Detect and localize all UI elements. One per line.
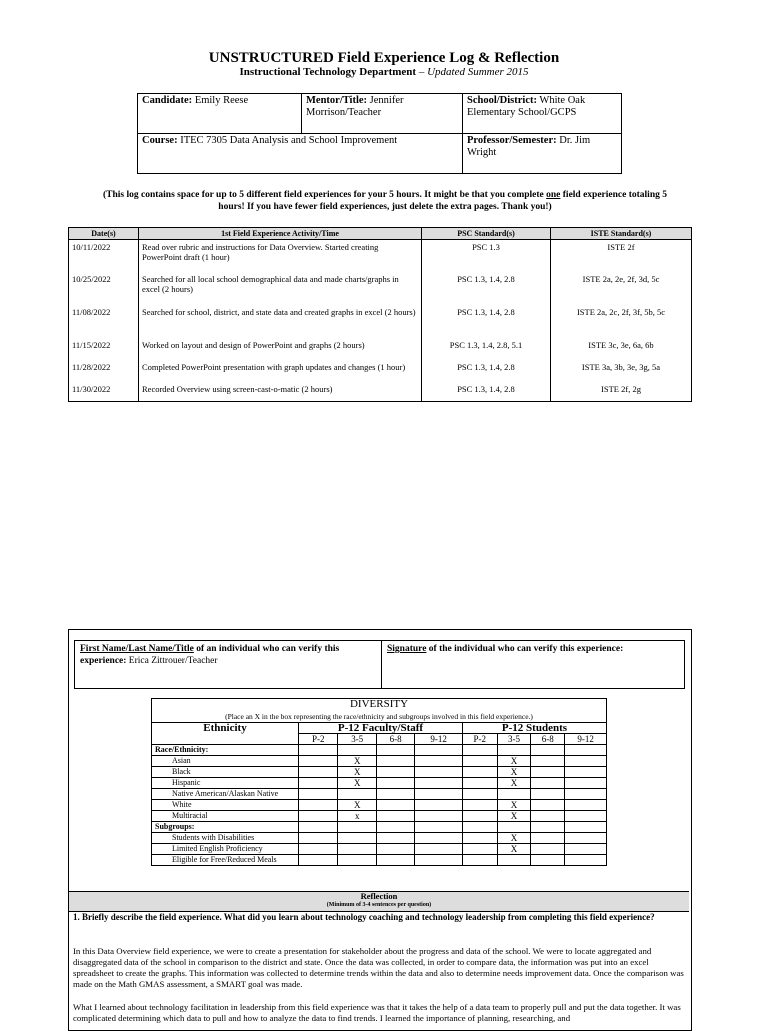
diversity-mark-cell[interactable] [376,811,414,822]
answer-paragraph-2: What I learned about technology facilitation in leadership from this field experience was that it takes the help of a data team to properly pull and put the data together. It was complicated determining which data to pull and how to analyze the data to find trends. I learned the importance of planning, researching, and [73,1002,681,1023]
diversity-row [152,789,607,800]
diversity-mark-cell[interactable] [531,833,565,844]
diversity-mark-cell[interactable] [299,844,338,855]
diversity-mark-cell[interactable] [338,844,376,855]
diversity-mark-cell[interactable] [565,855,607,866]
log-row [69,382,692,402]
grade-header: P-2 [462,734,497,745]
diversity-mark-cell[interactable] [376,756,414,767]
empty-cell [415,822,463,833]
log-activity: Read over rubric and instructions for Data Overview. Started creating PowerPoint draft (1 hour) [139,240,422,272]
students-header: P-12 Students [462,723,606,734]
empty-cell [497,745,531,756]
diversity-row [152,800,607,811]
log-date: 11/15/2022 [69,338,139,360]
log-row [69,272,692,305]
log-row [69,305,692,338]
empty-cell [299,745,338,756]
log-activity: Searched for school, district, and state data and created graphs in excel (2 hours) [139,305,422,338]
log-date: 10/11/2022 [69,240,139,272]
question-1: 1. Briefly describe the field experience. What did you learn about technology coaching and technology leadership from completing this field experience? [73,912,655,922]
diversity-mark-cell[interactable] [338,855,376,866]
diversity-row-label: Students with Disabilities [152,833,299,844]
log-row [69,240,692,272]
diversity-mark-cell[interactable] [415,756,463,767]
log-iste: ISTE 2f, 2g [551,382,692,402]
log-psc: PSC 1.3, 1.4, 2.8 [422,272,551,305]
diversity-row [152,756,607,767]
diversity-mark-cell[interactable] [462,767,497,778]
diversity-title: DIVERSITY [152,699,607,713]
diversity-mark-cell[interactable] [531,855,565,866]
col-activity: 1st Field Experience Activity/Time [139,228,422,240]
faculty-header: P-12 Faculty/Staff [299,723,463,734]
mentor-name: Jennifer Morrison/Teacher [306,95,404,118]
diversity-mark-cell[interactable] [565,778,607,789]
diversity-row [152,811,607,822]
diversity-mark-cell[interactable] [299,789,338,800]
diversity-table [151,698,607,866]
diversity-mark-cell[interactable]: X [497,767,531,778]
empty-cell [338,822,376,833]
mentor-cell: Mentor/Title: Jennifer Morrison/Teacher [302,94,463,134]
diversity-row-label: Limited English Proficiency [152,844,299,855]
diversity-mark-cell[interactable] [415,789,463,800]
empty-cell [338,745,376,756]
diversity-mark-cell[interactable] [531,756,565,767]
diversity-mark-cell[interactable] [462,778,497,789]
diversity-mark-cell[interactable] [299,800,338,811]
instructions-note: (This log contains space for up to 5 different field experiences for your 5 hours. It might be that you complete one field experience totaling 5 hours! If you have fewer field experiences, just delete the extra pages. Thank you!) [103,190,667,212]
diversity-mark-cell[interactable] [462,756,497,767]
diversity-mark-cell[interactable]: X [497,778,531,789]
log-psc: PSC 1.3, 1.4, 2.8 [422,382,551,402]
course-cell: Course: ITEC 7305 Data Analysis and School Improvement [138,134,463,174]
subtitle-dash: – [416,66,428,78]
diversity-instruction: (Place an X in the box representing the race/ethnicity and subgroups involved in this field experience.) [152,712,607,723]
diversity-row-label: Hispanic [152,778,299,789]
diversity-row-label: Native American/Alaskan Native [152,789,299,800]
field-experience-log-table [68,227,692,402]
log-psc: PSC 1.3, 1.4, 2.8, 5.1 [422,338,551,360]
diversity-row [152,767,607,778]
diversity-mark-cell[interactable]: X [338,778,376,789]
grade-header: P-2 [299,734,338,745]
department-name: Instructional Technology Department [239,66,417,78]
verification-table [74,640,685,689]
diversity-mark-cell[interactable] [299,778,338,789]
verifier-name-cell: First Name/Last Name/Title of an individual who can verify this experience: Erica Zittrouer/Teacher [75,641,382,689]
grade-header: 6-8 [376,734,414,745]
empty-cell [462,822,497,833]
diversity-row-label: Black [152,767,299,778]
empty-cell [415,745,463,756]
diversity-mark-cell[interactable]: X [497,833,531,844]
diversity-mark-cell[interactable] [299,811,338,822]
log-activity: Completed PowerPoint presentation with graph updates and changes (1 hour) [139,360,422,382]
diversity-mark-cell[interactable] [376,767,414,778]
diversity-mark-cell[interactable] [531,800,565,811]
diversity-mark-cell[interactable] [415,778,463,789]
diversity-mark-cell[interactable] [531,811,565,822]
log-psc: PSC 1.3, 1.4, 2.8 [422,305,551,338]
diversity-mark-cell[interactable] [531,778,565,789]
log-date: 11/08/2022 [69,305,139,338]
diversity-mark-cell[interactable] [299,855,338,866]
empty-cell [531,745,565,756]
empty-cell [376,822,414,833]
diversity-mark-cell[interactable] [565,767,607,778]
grade-header: 3-5 [338,734,376,745]
candidate-cell: Candidate: Emily Reese [138,94,302,134]
diversity-mark-cell[interactable] [462,855,497,866]
diversity-mark-cell[interactable]: X [497,756,531,767]
reflection-header [69,891,689,912]
log-activity: Worked on layout and design of PowerPoint and graphs (2 hours) [139,338,422,360]
diversity-mark-cell[interactable] [338,789,376,800]
log-iste: ISTE 2a, 2c, 2f, 3f, 5b, 5c [551,305,692,338]
diversity-row-label: Multiracial [152,811,299,822]
log-date: 10/25/2022 [69,272,139,305]
diversity-mark-cell[interactable] [531,844,565,855]
log-iste: ISTE 3c, 3e, 6a, 6b [551,338,692,360]
empty-cell [462,745,497,756]
col-psc: PSC Standard(s) [422,228,551,240]
empty-cell [299,822,338,833]
diversity-mark-cell[interactable]: X [338,756,376,767]
log-row [69,360,692,382]
empty-cell [376,745,414,756]
diversity-mark-cell[interactable] [462,800,497,811]
log-row [69,338,692,360]
reflection-minimum: (Minimum of 3-4 sentences per question) [326,902,432,908]
answer-paragraph-1: In this Data Overview field experience, we were to create a presentation for stakeholder about the progress and data of the school. We were to locate aggregated and disaggregated data of the school in comparison to the district and state. Once the data was collected, in order to compare data, the information was put into an excel spreadsheet to create the graphs. This information was collected to determine trends within the data and also to determine needs improvement data. Once the comparison was made on the Math GMAS assessment, a SMART goal was made. [73,946,684,989]
empty-cell [565,745,607,756]
log-psc: PSC 1.3, 1.4, 2.8 [422,360,551,382]
empty-cell [497,822,531,833]
diversity-row-label: White [152,800,299,811]
race-ethnicity-heading: Race/Ethnicity: [152,745,299,756]
diversity-mark-cell[interactable]: X [497,844,531,855]
professor-cell: Professor/Semester: Dr. Jim Wright [463,134,622,174]
diversity-mark-cell[interactable] [299,756,338,767]
diversity-mark-cell[interactable] [565,756,607,767]
log-activity: Searched for all local school demographical data and made charts/graphs in excel (2 hours) [139,272,422,305]
empty-cell [565,822,607,833]
candidate-name: Emily Reese [192,95,249,106]
diversity-mark-cell[interactable] [565,789,607,800]
diversity-mark-cell[interactable] [462,789,497,800]
signature-cell: Signature of the individual who can verify this experience: [382,641,685,689]
grade-header: 3-5 [497,734,531,745]
verifier-name: Erica Zittrouer/Teacher [126,656,218,666]
diversity-mark-cell[interactable] [565,833,607,844]
diversity-row [152,844,607,855]
document-title: UNSTRUCTURED Field Experience Log & Reflection [208,50,560,66]
log-iste: ISTE 2a, 2e, 2f, 3d, 5c [551,272,692,305]
diversity-mark-cell[interactable] [565,800,607,811]
document-subtitle [0,66,768,78]
diversity-mark-cell[interactable] [415,811,463,822]
diversity-mark-cell[interactable] [565,811,607,822]
diversity-mark-cell[interactable] [376,844,414,855]
diversity-mark-cell[interactable] [376,855,414,866]
diversity-mark-cell[interactable] [415,800,463,811]
diversity-mark-cell[interactable] [565,844,607,855]
diversity-mark-cell[interactable]: X [338,767,376,778]
diversity-mark-cell[interactable] [462,811,497,822]
diversity-mark-cell[interactable] [462,844,497,855]
ethnicity-header: Ethnicity [152,723,299,745]
course-name: ITEC 7305 Data Analysis and School Improvement [177,135,398,146]
log-date: 11/28/2022 [69,360,139,382]
grade-header: 9-12 [565,734,607,745]
diversity-mark-cell[interactable] [299,767,338,778]
diversity-mark-cell[interactable]: X [497,800,531,811]
diversity-mark-cell[interactable] [415,833,463,844]
diversity-mark-cell[interactable] [415,855,463,866]
diversity-mark-cell[interactable] [376,778,414,789]
grade-header: 9-12 [415,734,463,745]
log-activity: Recorded Overview using screen-cast-o-matic (2 hours) [139,382,422,402]
candidate-info-table [137,93,622,174]
col-date: Date(s) [69,228,139,240]
school-name: White Oak Elementary School/GCPS [467,95,586,118]
diversity-mark-cell[interactable] [497,789,531,800]
diversity-mark-cell[interactable] [462,833,497,844]
diversity-mark-cell[interactable] [338,833,376,844]
empty-cell [531,822,565,833]
col-iste: ISTE Standard(s) [551,228,692,240]
log-iste: ISTE 3a, 3b, 3e, 3g, 5a [551,360,692,382]
diversity-row [152,855,607,866]
reflection-title: Reflection [360,891,398,901]
diversity-row-label: Asian [152,756,299,767]
diversity-row [152,778,607,789]
updated-date: Updated Summer 2015 [427,66,529,78]
log-iste: ISTE 2f [551,240,692,272]
diversity-mark-cell[interactable] [531,789,565,800]
diversity-mark-cell[interactable] [376,789,414,800]
diversity-mark-cell[interactable] [376,800,414,811]
diversity-mark-cell[interactable]: X [497,811,531,822]
diversity-row [152,833,607,844]
diversity-mark-cell[interactable] [531,767,565,778]
diversity-mark-cell[interactable]: X [338,800,376,811]
diversity-mark-cell[interactable] [497,855,531,866]
log-date: 11/30/2022 [69,382,139,402]
diversity-mark-cell[interactable] [415,767,463,778]
school-cell: School/District: White Oak Elementary School/GCPS [463,94,622,134]
diversity-mark-cell[interactable]: x [338,811,376,822]
grade-header: 6-8 [531,734,565,745]
log-psc: PSC 1.3 [422,240,551,272]
diversity-mark-cell[interactable] [299,833,338,844]
professor-name: Dr. Jim Wright [467,135,591,158]
diversity-mark-cell[interactable] [415,844,463,855]
diversity-row-label: Eligible for Free/Reduced Meals [152,855,299,866]
subgroups-heading: Subgroups: [152,822,299,833]
diversity-mark-cell[interactable] [376,833,414,844]
